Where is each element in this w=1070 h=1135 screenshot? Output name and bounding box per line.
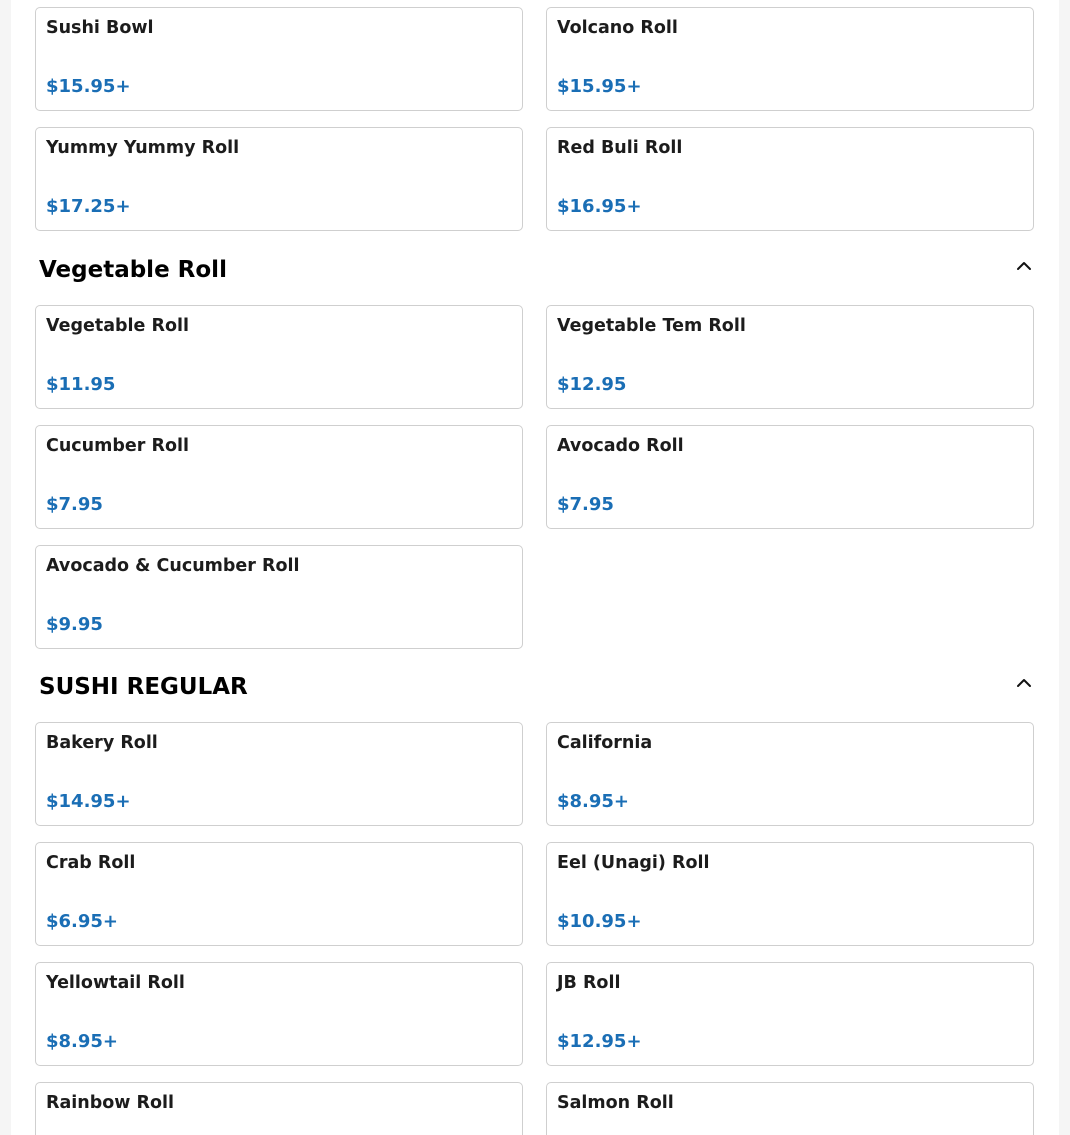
section-title: Vegetable Roll (39, 257, 227, 283)
menu-item-card[interactable] (35, 962, 523, 1066)
menu-item-name: Avocado Roll (557, 436, 684, 456)
menu-item-card[interactable] (35, 305, 523, 409)
menu-items-grid-sushi-regular (35, 722, 1034, 1135)
menu-item-price: $7.95 (557, 494, 614, 515)
menu-item-card[interactable] (35, 842, 523, 946)
menu-item-price: $6.95+ (46, 911, 119, 932)
menu-item-price: $8.95+ (46, 1031, 119, 1052)
menu-item-card[interactable] (546, 722, 1034, 826)
menu-item-name: Volcano Roll (557, 18, 678, 38)
menu-item-price: $10.95+ (557, 911, 642, 932)
menu-item-card[interactable] (35, 127, 523, 231)
menu-item-name: Yellowtail Roll (46, 973, 185, 993)
menu-item-name: Crab Roll (46, 853, 136, 873)
chevron-up-icon[interactable] (1014, 257, 1034, 277)
menu-item-name: Sushi Bowl (46, 18, 154, 38)
menu-item-card[interactable] (546, 425, 1034, 529)
menu-item-name: Bakery Roll (46, 733, 158, 753)
menu-item-name: Eel (Unagi) Roll (557, 853, 710, 873)
menu-page (11, 0, 1059, 1135)
menu-item-name: Vegetable Roll (46, 316, 190, 336)
menu-item-name: JB Roll (557, 973, 621, 993)
menu-item-card[interactable] (35, 722, 523, 826)
menu-item-name: Avocado & Cucumber Roll (46, 556, 300, 576)
section-header-vegetable-roll (39, 257, 1034, 293)
menu-item-price: $11.95 (46, 374, 116, 395)
menu-item-name: Rainbow Roll (46, 1093, 175, 1113)
menu-item-price: $8.95+ (557, 791, 630, 812)
menu-items-grid-vegetable-roll (35, 305, 1034, 649)
menu-item-card[interactable] (546, 127, 1034, 231)
menu-item-price: $9.95 (46, 614, 103, 635)
menu-item-card[interactable] (35, 545, 523, 649)
menu-item-name: Vegetable Tem Roll (557, 316, 746, 336)
menu-item-card[interactable] (546, 1082, 1034, 1135)
menu-item-price: $15.95+ (46, 76, 131, 97)
menu-item-name: Cucumber Roll (46, 436, 189, 456)
chevron-up-icon[interactable] (1014, 674, 1034, 694)
menu-item-name: Salmon Roll (557, 1093, 674, 1113)
menu-item-price: $16.95+ (557, 196, 642, 217)
menu-item-card[interactable] (35, 1082, 523, 1135)
menu-item-price: $14.95+ (46, 791, 131, 812)
menu-item-card[interactable] (35, 7, 523, 111)
section-title: SUSHI REGULAR (39, 674, 248, 700)
menu-item-card[interactable] (546, 962, 1034, 1066)
menu-item-card[interactable] (546, 305, 1034, 409)
menu-item-card[interactable] (546, 7, 1034, 111)
menu-item-card[interactable] (35, 425, 523, 529)
menu-item-name: California (557, 733, 653, 753)
menu-item-name: Red Buli Roll (557, 138, 683, 158)
menu-item-price: $12.95 (557, 374, 627, 395)
menu-item-price: $17.25+ (46, 196, 131, 217)
menu-item-price: $7.95 (46, 494, 103, 515)
menu-items-grid-top (35, 7, 1034, 231)
section-header-sushi-regular (39, 674, 1034, 710)
menu-item-name: Yummy Yummy Roll (46, 138, 240, 158)
menu-item-price: $15.95+ (557, 76, 642, 97)
menu-item-price: $12.95+ (557, 1031, 642, 1052)
menu-item-card[interactable] (546, 842, 1034, 946)
